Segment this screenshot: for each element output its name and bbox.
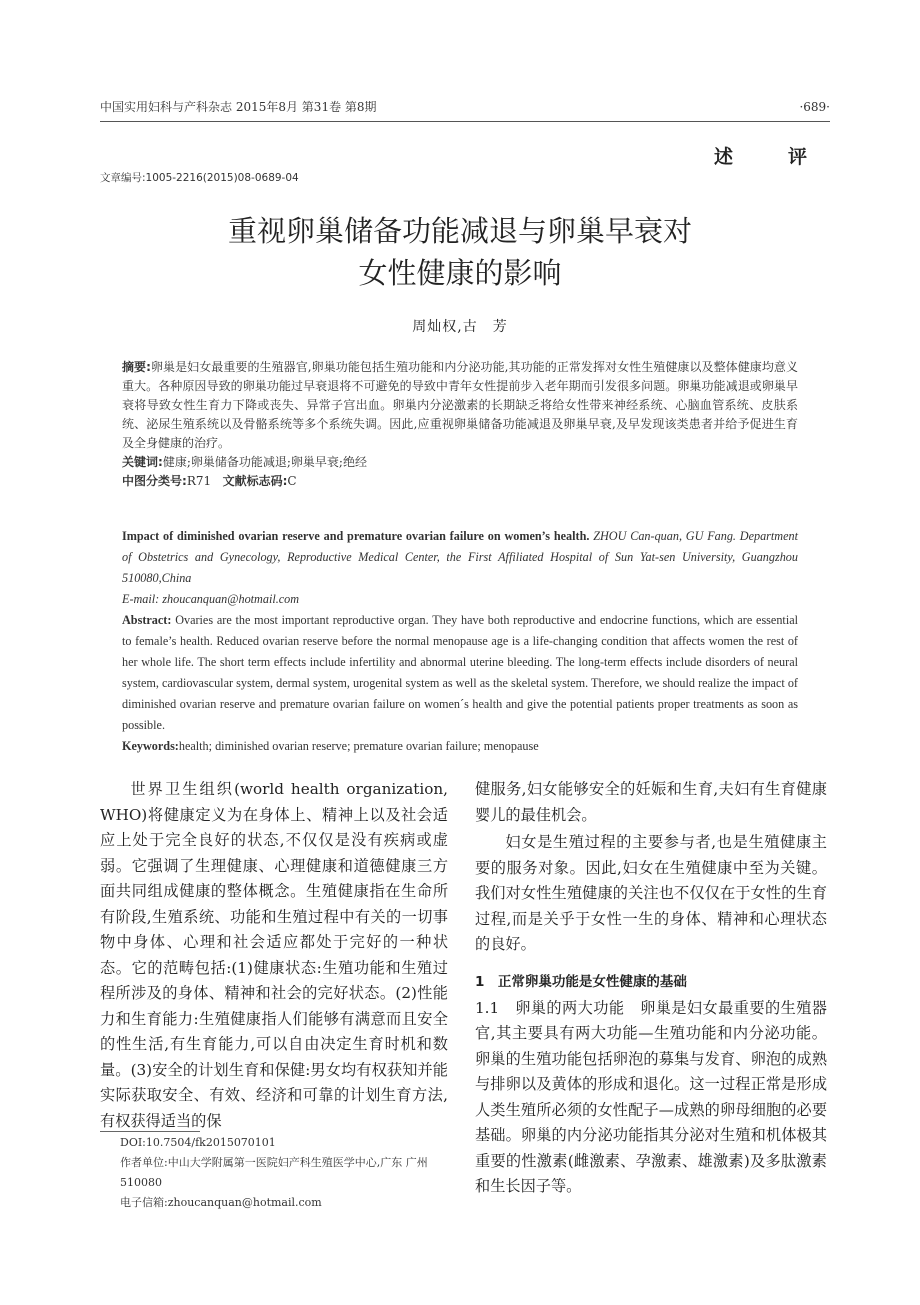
english-abstract [122, 610, 798, 736]
chinese-abstract [122, 358, 798, 491]
footnote-email: 电子信箱:zhoucanquan@hotmail.com [120, 1196, 322, 1209]
cn-abstract-body: 卵巢是妇女最重要的生殖器官,卵巢功能包括生殖功能和内分泌功能,其功能的正常发挥对女性生殖健康以及整体健康均意义重大。各种原因导致的卵巢功能过早衰退将不可避免的导致中青年女性提前步入老年期而引发很多问题。卵巢功能减退或卵巢早衰将导致女性生育力下降或丧失、异常子宫出血。卵巢内分泌激素的长期缺乏将给女性带来神经系统、心脑血管系统、皮肤系统、泌尿生殖系统以及骨骼系统等多个系统失调。因此,应重视卵巢储备功能减退及卵巢早衰,及早发现该类患者并给予促进生育及全身健康的治疗。 [122, 360, 798, 450]
section-heading: 1 正常卵巢功能是女性健康的基础 [475, 973, 687, 990]
section-label: 述 评 [713, 146, 825, 168]
cn-abstract-text [122, 358, 798, 453]
english-affiliation: ZHOU Can-quan, GU Fang. Department of Obstetrics and Gynecology, Reproductive Medical Center, the First Affiliated Hospital of Sun Yat-sen University, Guangzhou 510080,China [122, 529, 798, 585]
footnote-doi: DOI:10.7504/fk2015070101 [120, 1136, 276, 1149]
english-keywords-label: Keywords: [122, 739, 179, 753]
footnotes [100, 1133, 448, 1213]
body-left-column [100, 777, 448, 1134]
cn-keywords-value: 健康;卵巢储备功能减退;卵巢早衰;绝经 [162, 455, 367, 469]
footnote-affiliation: 作者单位:中山大学附属第一医院妇产科生殖医学中心,广东 广州 510080 [120, 1156, 428, 1189]
clc-label: 中图分类号: [122, 474, 187, 488]
subsection-paragraph: 1.1 卵巢的两大功能 卵巢是妇女最重要的生殖器官,其主要具有两大功能—生殖功能和内分泌功能。卵巢的生殖功能包括卵泡的募集与发育、卵泡的成熟与排卵以及黄体的形成和退化。这一过程正常是形成人类生殖所必须的女性配子—成熟的卵母细胞的必要基础。卵巢的内分泌功能指其分泌对生殖和机体极其重要的性激素(雌激素、孕激素、雄激素)及多肽激素和生长因子等。 [475, 998, 827, 1195]
cn-classification [122, 472, 798, 491]
body-paragraph: 健服务,妇女能够安全的妊娠和生育,夫妇有生育健康婴儿的最佳机会。 [475, 780, 827, 824]
title-line-1: 重视卵巢储备功能减退与卵巢早衰对 [227, 214, 692, 248]
cn-keywords [122, 453, 798, 472]
running-header [100, 98, 830, 116]
body-paragraph: 妇女是生殖过程的主要参与者,也是生殖健康主要的服务对象。因此,妇女在生殖健康中至为关键。我们对女性生殖健康的关注也不仅仅在于女性的生育过程,而是关乎于女性一生的身体、精神和心理状态的良好。 [475, 833, 827, 953]
journal-info: 中国实用妇科与产科杂志 2015年8月 第31卷 第8期 [100, 100, 377, 114]
article-number: 文章编号:1005-2216(2015)08-0689-04 [100, 172, 299, 184]
english-title: Impact of diminished ovarian reserve and premature ovarian failure on women’s health. [122, 529, 590, 543]
body-paragraph: 世界卫生组织(world health organization, WHO)将健康定义为在身体上、精神上以及社会适应上处于完全良好的状态,不仅仅是没有疾病或虚弱。它强调了生理健康、心理健康和道德健康三方面共同组成健康的整体概念。生殖健康指在生命所有阶段,生殖系统、功能和生殖过程中有关的一切事物中身体、心理和社会适应都处于完好的一种状态。它的范畴包括:(1)健康状态:生殖功能和生殖过程所涉及的身体、精神和社会的完好状态。(2)性能力和生育能力:生殖健康指人们能够有满意而且安全的性生活,有生育能力,可以自由决定生育时机和数量。(3)安全的计划生育和保健:男女均有权获知并能实际获取安全、有效、经济和可靠的计划生育方法,有权获得适当的保 [100, 780, 448, 1130]
english-email [122, 589, 798, 610]
english-keywords-value: health; diminished ovarian reserve; premature ovarian failure; menopause [178, 739, 539, 753]
doccode-label: 文献标志码: [222, 474, 288, 488]
header-rule [100, 121, 830, 122]
title-line-2: 女性健康的影响 [358, 256, 562, 290]
authors: 周灿权,古 芳 [412, 319, 508, 335]
cn-abstract-label: 摘要: [122, 360, 151, 374]
body-right-column [475, 777, 827, 1200]
article-title [100, 210, 820, 294]
footnote-rule [100, 1131, 200, 1132]
clc-value: R71 [186, 474, 212, 488]
page-number: ·689· [799, 100, 830, 114]
english-keywords [122, 736, 798, 757]
english-email-text: E-mail: zhoucanquan@hotmail.com [122, 592, 300, 606]
english-title-block [122, 526, 798, 589]
doccode-value: C [287, 474, 297, 488]
english-abstract-body: Ovaries are the most important reproductive organ. They have both reproductive and endocrine functions, which are essential to female’s health. Reduced ovarian reserve before the normal menopause age is a life-changing condition that affects women the rest of her whole life. The short term effects include infertility and abnormal uterine bleeding. The long-term effects include disorders of neural system, cardiovascular system, dermal system, urogenital system as well as the skeletal system. Therefore, we should realize the impact of diminished ovarian reserve and premature ovarian failure on women´s health and give the potential patients proper treatments as soon as possible. [122, 613, 798, 732]
english-abstract-label: Abstract: [122, 613, 172, 627]
cn-keywords-label: 关键词: [122, 455, 163, 469]
